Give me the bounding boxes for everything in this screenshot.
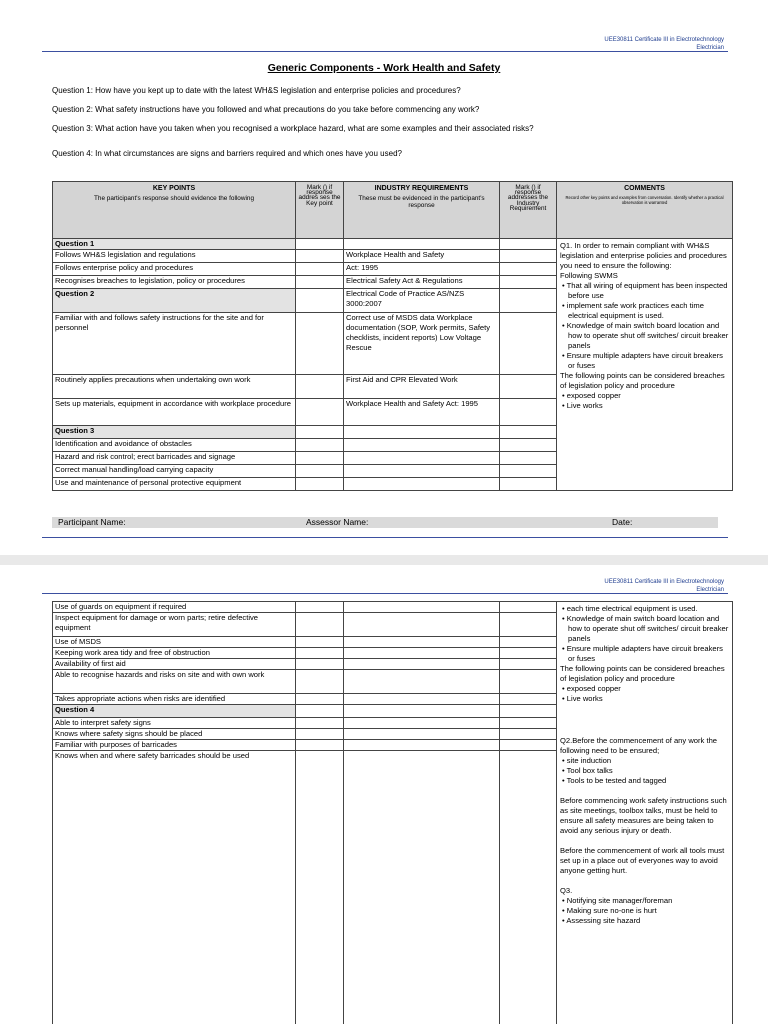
document-title: Generic Components - Work Health and Safety (267, 62, 501, 74)
header-course: UEE30811 Certificate III in Electrotechnology (604, 37, 724, 43)
industry-requirement-cell (344, 740, 500, 751)
key-point-cell: Hazard and risk control; erect barricades and signage (53, 452, 296, 465)
mark-industry-cell[interactable] (500, 659, 557, 670)
mark-industry-cell[interactable] (500, 439, 557, 452)
comment-list (560, 896, 729, 926)
mark-keypoint-header: Mark () if response addres ses the Key point (296, 182, 344, 239)
mark-keypoint-cell[interactable] (296, 659, 344, 670)
industry-requirement-cell: First Aid and CPR Elevated Work (344, 375, 500, 399)
mark-industry-cell[interactable] (500, 276, 557, 289)
key-point-cell: Question 1 (53, 239, 296, 250)
mark-keypoint-cell[interactable] (296, 729, 344, 740)
industry-requirement-cell (344, 670, 500, 694)
comment-bullet: • Knowledge of main switch board location and how to operate shut off switches/ circuit breaker panels (560, 614, 729, 644)
mark-keypoint-cell[interactable] (296, 705, 344, 718)
industry-requirement-cell: Workplace Health and Safety (344, 250, 500, 263)
industry-requirements-header (344, 182, 500, 239)
mark-keypoint-cell[interactable] (296, 670, 344, 694)
key-point-cell: Routinely applies precautions when undertaking own work (53, 375, 296, 399)
comment-bullet: • Notifying site manager/foreman (560, 896, 729, 906)
header-rule (42, 51, 728, 52)
key-point-cell: Takes appropriate actions when risks are identified (53, 694, 296, 705)
signature-bar (52, 517, 718, 528)
industry-requirement-cell: Act: 1995 (344, 263, 500, 276)
mark-industry-cell[interactable] (500, 705, 557, 718)
mark-keypoint-cell[interactable] (296, 694, 344, 705)
comment-text: Before the commencement of work all tools must set up in a place out of everyones way to avoid anyone getting hurt. (560, 846, 725, 875)
mark-industry-header: Mark () if response addresses the Industry Requirement (500, 182, 557, 239)
industry-requirement-cell (344, 613, 500, 637)
document-page-2 (0, 565, 768, 1024)
mark-keypoint-cell[interactable] (296, 276, 344, 289)
comments-title: COMMENTS (624, 185, 665, 192)
mark-industry-cell[interactable] (500, 426, 557, 439)
mark-keypoint-cell[interactable] (296, 250, 344, 263)
mark-industry-cell[interactable] (500, 648, 557, 659)
participant-name-label: Participant Name: (58, 517, 126, 527)
industry-requirement-cell (344, 751, 500, 1024)
industry-requirement-cell (344, 729, 500, 740)
question-4-text: Question 4: In what circumstances are signs and barriers required and which ones have you used? (52, 149, 402, 158)
comment-bullet: • exposed copper (560, 684, 729, 694)
mark-keypoint-cell[interactable] (296, 399, 344, 426)
header-rule (42, 593, 728, 594)
industry-requirement-cell (344, 439, 500, 452)
mark-industry-cell[interactable] (500, 250, 557, 263)
question-2-text: Question 2: What safety instructions have you followed and what precautions do you take before commencing any work? (52, 105, 480, 114)
comments-cell (557, 239, 733, 491)
industry-subtitle: These must be evidenced in the participant's response (358, 195, 485, 209)
industry-title: INDUSTRY REQUIREMENTS (374, 185, 469, 192)
mark-industry-cell[interactable] (500, 375, 557, 399)
footer-rule (42, 537, 728, 538)
comments-cell (557, 602, 733, 1024)
assessment-table-page-2 (52, 601, 733, 1024)
industry-requirement-cell (344, 637, 500, 648)
comments-header (557, 182, 733, 239)
assessment-table-page-1 (52, 181, 733, 491)
question-3-text: Question 3: What action have you taken when you recognised a workplace hazard, what are some examples and their associated risks? (52, 124, 534, 133)
industry-requirement-cell (344, 648, 500, 659)
industry-requirement-cell (344, 602, 500, 613)
page-header (604, 37, 724, 52)
comment-text: Q1. In order to remain compliant with WH&S legislation and enterprise policies and procedures you need to ensure the following: (560, 241, 727, 270)
comment-bullet: • Live works (560, 401, 729, 411)
mark-industry-cell[interactable] (500, 729, 557, 740)
comments-subtitle: Record other key points and examples from conversation. Identify whether a practical observation is warranted (565, 195, 724, 206)
mark-keypoint-cell[interactable] (296, 648, 344, 659)
industry-requirement-cell (344, 426, 500, 439)
industry-requirement-cell: Electrical Safety Act & Regulations (344, 276, 500, 289)
key-points-subtitle: The participant's response should evidence the following (93, 195, 255, 202)
comment-text: The following points can be considered breaches of legislation policy and procedure (560, 371, 725, 390)
mark-keypoint-cell[interactable] (296, 263, 344, 276)
comment-list (560, 756, 729, 786)
mark-keypoint-cell[interactable] (296, 465, 344, 478)
mark-keypoint-cell[interactable] (296, 718, 344, 729)
mark-industry-cell[interactable] (500, 263, 557, 276)
comment-bullet: • Assessing site hazard (560, 916, 729, 926)
header-qualification: Electrician (696, 586, 724, 593)
key-point-cell: Use of guards on equipment if required (53, 602, 296, 613)
key-point-cell: Familiar with purposes of barricades (53, 740, 296, 751)
industry-requirement-cell: Electrical Code of Practice AS/NZS 3000:2007 (344, 289, 500, 313)
table-row (53, 602, 733, 613)
comment-text: Q3. (560, 886, 573, 895)
key-point-cell: Familiar with and follows safety instructions for the site and for personnel (53, 313, 296, 375)
mark-industry-cell[interactable] (500, 718, 557, 729)
industry-requirement-cell (344, 452, 500, 465)
comment-bullet: • exposed copper (560, 391, 729, 401)
table-header-row (53, 182, 733, 239)
key-point-cell: Identification and avoidance of obstacles (53, 439, 296, 452)
comment-bullet: • Tool box talks (560, 766, 729, 776)
table-row (53, 239, 733, 250)
key-point-cell: Sets up materials, equipment in accordance with workplace procedure (53, 399, 296, 426)
key-point-cell: Question 2 (53, 289, 296, 313)
date-label: Date: (612, 517, 633, 527)
header-course: UEE30811 Certificate III in Electrotechnology (604, 579, 724, 585)
comment-list (560, 281, 729, 371)
mark-industry-cell[interactable] (500, 478, 557, 491)
key-points-title: KEY POINTS (152, 185, 196, 192)
mark-industry-cell[interactable] (500, 399, 557, 426)
industry-requirement-cell (344, 239, 500, 250)
comment-list (560, 604, 729, 664)
industry-requirement-cell (344, 659, 500, 670)
mark-keypoint-cell[interactable] (296, 478, 344, 491)
comment-bullet: • Knowledge of main switch board location and how to operate shut off switches/ circuit breaker panels (560, 321, 729, 351)
comment-bullet: • Live works (560, 694, 729, 704)
mark-industry-cell[interactable] (500, 239, 557, 250)
mark-industry-cell[interactable] (500, 602, 557, 613)
mark-industry-cell[interactable] (500, 313, 557, 375)
key-point-cell: Keeping work area tidy and free of obstruction (53, 648, 296, 659)
mark-keypoint-cell[interactable] (296, 613, 344, 637)
comment-bullet: • Ensure multiple adapters have circuit breakers or fuses (560, 351, 729, 371)
header-qualification: Electrician (696, 44, 724, 51)
mark-industry-cell[interactable] (500, 740, 557, 751)
mark-keypoint-cell[interactable] (296, 239, 344, 250)
key-point-cell: Able to recognise hazards and risks on site and with own work (53, 670, 296, 694)
mark-industry-cell[interactable] (500, 670, 557, 694)
mark-keypoint-cell[interactable] (296, 375, 344, 399)
industry-requirement-cell (344, 694, 500, 705)
mark-keypoint-cell[interactable] (296, 313, 344, 375)
industry-requirement-cell (344, 718, 500, 729)
mark-keypoint-cell[interactable] (296, 751, 344, 1024)
page-2-header (604, 579, 724, 594)
key-point-cell: Recognises breaches to legislation, policy or procedures (53, 276, 296, 289)
industry-requirement-cell: Correct use of MSDS data Workplace documentation (SOP, Work permits, Safety checklists, incident reports) Low Voltage Rescue (344, 313, 500, 375)
key-points-header (53, 182, 296, 239)
key-point-cell: Question 3 (53, 426, 296, 439)
mark-keypoint-cell[interactable] (296, 439, 344, 452)
industry-requirement-cell (344, 465, 500, 478)
mark-keypoint-cell[interactable] (296, 637, 344, 648)
mark-keypoint-cell[interactable] (296, 426, 344, 439)
key-point-cell: Correct manual handling/load carrying capacity (53, 465, 296, 478)
key-point-cell: Follows enterprise policy and procedures (53, 263, 296, 276)
key-point-cell: Knows when and where safety barricades should be used (53, 751, 296, 1024)
industry-requirement-cell (344, 478, 500, 491)
mark-industry-cell[interactable] (500, 289, 557, 313)
mark-industry-cell[interactable] (500, 751, 557, 1024)
comment-list (560, 391, 729, 411)
comment-bullet: • site induction (560, 756, 729, 766)
comment-bullet: • Making sure no-one is hurt (560, 906, 729, 916)
mark-industry-cell[interactable] (500, 613, 557, 637)
comment-list (560, 684, 729, 704)
mark-industry-cell[interactable] (500, 465, 557, 478)
mark-keypoint-cell[interactable] (296, 452, 344, 465)
mark-keypoint-cell[interactable] (296, 289, 344, 313)
mark-industry-cell[interactable] (500, 452, 557, 465)
key-point-cell: Availability of first aid (53, 659, 296, 670)
key-point-cell: Follows WH&S legislation and regulations (53, 250, 296, 263)
comment-text: The following points can be considered breaches of legislation policy and procedure (560, 664, 725, 683)
comment-text: Following SWMS (560, 271, 618, 280)
comment-text: Q2.Before the commencement of any work the following need to be ensured; (560, 736, 718, 755)
industry-requirement-cell (344, 705, 500, 718)
comment-text: Before commencing work safety instructions such as site meetings, toolbox talks, must be held to ensure all safety measures are being taken to avoid any serious injury or death. (560, 796, 727, 835)
comment-bullet: • Tools to be tested and tagged (560, 776, 729, 786)
key-point-cell: Use and maintenance of personal protective equipment (53, 478, 296, 491)
mark-industry-cell[interactable] (500, 694, 557, 705)
comment-bullet: • That all wiring of equipment has been inspected before use (560, 281, 729, 301)
comment-bullet: • implement safe work practices each time electrical equipment is used. (560, 301, 729, 321)
mark-industry-cell[interactable] (500, 637, 557, 648)
mark-keypoint-cell[interactable] (296, 740, 344, 751)
question-1-text: Question 1: How have you kept up to date with the latest WH&S legislation and enterprise policies and procedures? (52, 86, 461, 95)
key-point-cell: Question 4 (53, 705, 296, 718)
assessor-name-label: Assessor Name: (306, 517, 369, 527)
mark-keypoint-cell[interactable] (296, 602, 344, 613)
comment-bullet: • each time electrical equipment is used. (560, 604, 729, 614)
key-point-cell: Use of MSDS (53, 637, 296, 648)
key-point-cell: Able to interpret safety signs (53, 718, 296, 729)
key-point-cell: Knows where safety signs should be placed (53, 729, 296, 740)
industry-requirement-cell: Workplace Health and Safety Act: 1995 (344, 399, 500, 426)
comment-bullet: • Ensure multiple adapters have circuit breakers or fuses (560, 644, 729, 664)
key-point-cell: Inspect equipment for damage or worn parts; retire defective equipment (53, 613, 296, 637)
